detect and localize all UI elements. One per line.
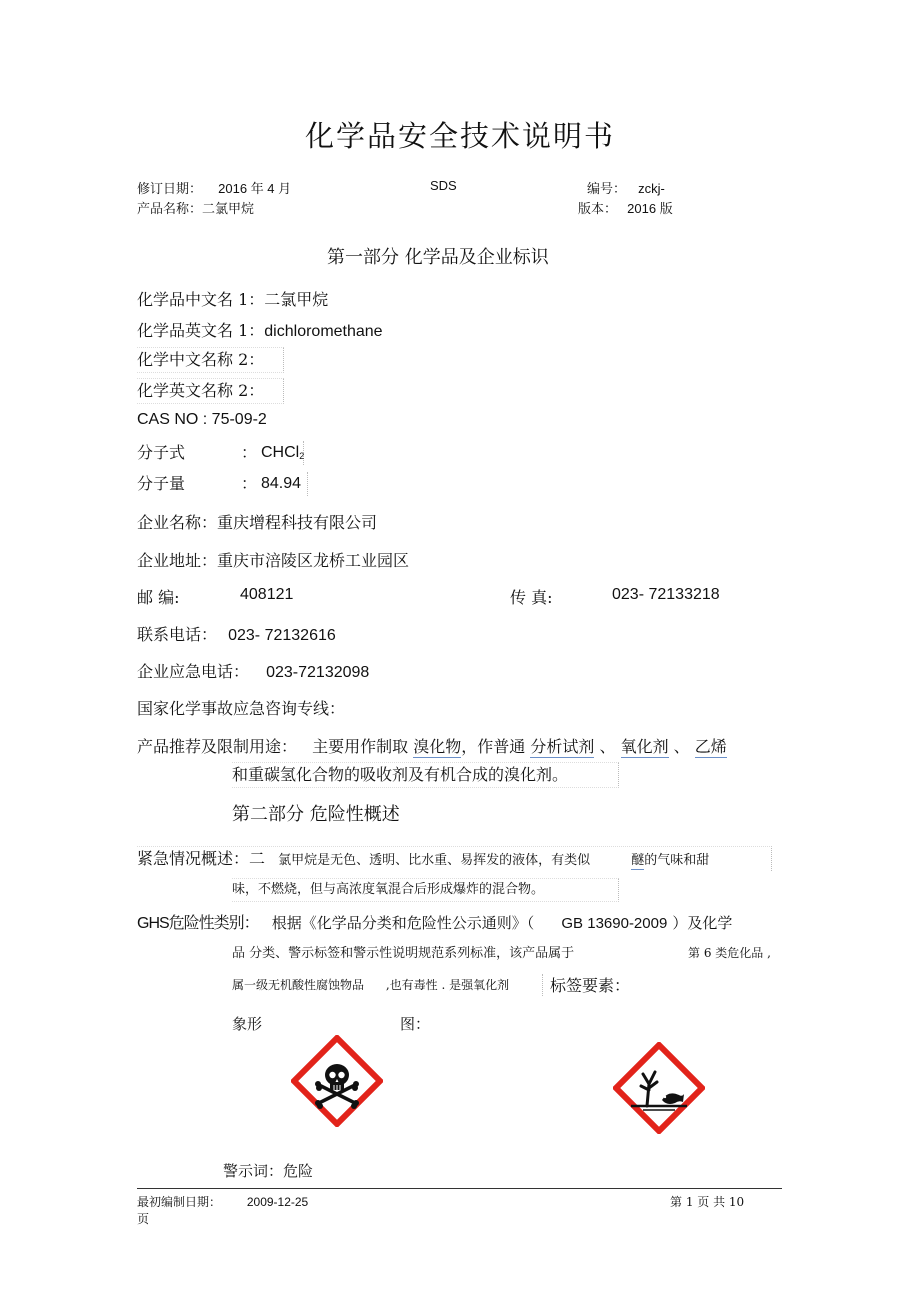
overview-text-2: 的气味和甜 — [644, 853, 710, 868]
postal-label: 邮 编: — [137, 588, 180, 607]
link-ether[interactable]: 醚 — [631, 853, 645, 868]
version-label: 版本： — [578, 202, 618, 217]
usage-label: 产品推荐及限制用途： — [137, 737, 298, 756]
revise-date-label: 修订日期： — [137, 182, 203, 197]
link-analytical-reagent[interactable]: 分析试剂 — [530, 737, 595, 756]
product-label: 产品名称： — [137, 202, 203, 217]
national-hotline: 国家化学事故应急咨询专线： — [137, 699, 346, 718]
product-value: 二氯甲烷 — [202, 202, 255, 217]
code-label: 编号： — [587, 182, 627, 197]
formula-subscript: 2 — [299, 451, 305, 461]
code-value: zckj- — [638, 181, 665, 196]
overview-label: 紧急情况概述：二 — [137, 849, 266, 868]
part1-heading: 第一部分 化学品及企业标识 — [327, 247, 549, 268]
footer-rule — [137, 1188, 782, 1189]
en-name-1-value: dichloromethane — [264, 323, 383, 340]
sds-label: SDS — [430, 178, 457, 193]
phone-value: 023- 72132616 — [228, 627, 336, 644]
phone-label: 联系电话： — [137, 625, 218, 644]
overview-line-1 — [137, 846, 772, 871]
weight-colon: ： — [241, 474, 258, 493]
emergency-phone — [137, 659, 369, 682]
weight-row — [137, 472, 308, 496]
en-name-1-label: 化学品英文名 1： — [137, 321, 265, 340]
cn-name-2: 化学中文名称 2： — [137, 347, 284, 373]
link-ethylene[interactable]: 乙烯 — [694, 737, 727, 756]
usage-text-3: 、 — [599, 737, 616, 756]
weight-label: 分子量 — [137, 474, 186, 493]
first-date-value: 2009-12-25 — [246, 1195, 309, 1209]
link-bromide[interactable]: 溴化物 — [413, 737, 462, 756]
ghs-text-1: 根据《化学品分类和危险性公示通则》（ — [271, 914, 535, 932]
fax-label: 传 真: — [510, 588, 553, 607]
formula-row — [137, 441, 304, 465]
version — [578, 198, 673, 217]
first-date-label: 最初编制日期： — [137, 1195, 222, 1209]
contact-phone — [137, 622, 336, 645]
product-name — [137, 198, 254, 217]
page-number: 第 1 页 共 10 — [670, 1195, 745, 1209]
overview-text-1: 氯甲烷是无色、透明、比水重、易挥发的液体，有类似 — [278, 853, 591, 868]
pictogram-label-a: 象形 — [232, 1015, 263, 1033]
usage-line-2: 和重碳氢化合物的吸收剂及有机合成的溴化剂。 — [232, 762, 619, 788]
en-name-1 — [137, 318, 383, 341]
usage-text-4: 、 — [673, 737, 690, 756]
ghs-standard: GB 13690-2009 — [561, 915, 668, 932]
revise-date-value: 2016 年 4 月 — [218, 181, 292, 196]
revise-date — [137, 178, 291, 197]
weight-value: 84.94 — [261, 475, 302, 492]
page-number-tail: 页 — [137, 1212, 150, 1226]
ghs-line-2b: 第 6 类危化品 , — [688, 946, 771, 960]
signal-word: 警示词：危险 — [223, 1162, 314, 1180]
company-address: 企业地址：重庆市涪陵区龙桥工业园区 — [137, 551, 410, 570]
ghs-line-1 — [137, 910, 732, 933]
ghs-line-3b: ,也有毒性 . 是强氧化剂 — [385, 978, 510, 992]
en-name-2: 化学英文名称 2： — [137, 378, 284, 404]
ghs-line-2a: 品 分类、警示标签和警示性说明规范系列标准，该产品属于 — [232, 946, 575, 961]
usage-text-1: 主要用作制取 — [312, 737, 409, 756]
postal-value: 408121 — [240, 586, 294, 603]
document-code — [587, 178, 665, 197]
ghs-line-3 — [232, 974, 543, 996]
cn-name-1: 化学品中文名 1：二氯甲烷 — [137, 290, 329, 309]
environment-hazard-icon — [613, 1042, 705, 1134]
formula-colon: ： — [241, 443, 258, 462]
usage-line-1 — [137, 734, 727, 757]
document-title: 化学品安全技术说明书 — [304, 119, 615, 153]
emergency-label: 企业应急电话： — [137, 662, 250, 681]
fax-value: 023- 72133218 — [612, 586, 720, 603]
formula-label: 分子式 — [137, 443, 186, 462]
company-name: 企业名称：重庆增程科技有限公司 — [137, 513, 378, 532]
emergency-value: 023-72132098 — [266, 664, 370, 681]
ghs-label: GHS危险性类别： — [137, 915, 259, 932]
formula-value: CHCl$_2$ — [261, 444, 305, 461]
usage-text-2: ，作普通 — [461, 737, 526, 756]
skull-crossbones-icon — [291, 1035, 383, 1127]
label-elements: 标签要素： — [550, 976, 631, 995]
version-value: 2016 版 — [627, 201, 673, 216]
ghs-line-3a: 属一级无机酸性腐蚀物品 — [232, 978, 365, 992]
link-oxidizer[interactable]: 氧化剂 — [620, 737, 669, 756]
footer-first-date — [137, 1193, 308, 1210]
pictogram-label-b: 图： — [400, 1015, 431, 1033]
part2-heading: 第二部分 危险性概述 — [232, 804, 400, 825]
ghs-text-2: ）及化学 — [672, 914, 733, 932]
cas-number: CAS NO : 75-09-2 — [137, 411, 267, 428]
overview-line-2: 味，不燃烧，但与高浓度氧混合后形成爆炸的混合物。 — [232, 878, 619, 902]
